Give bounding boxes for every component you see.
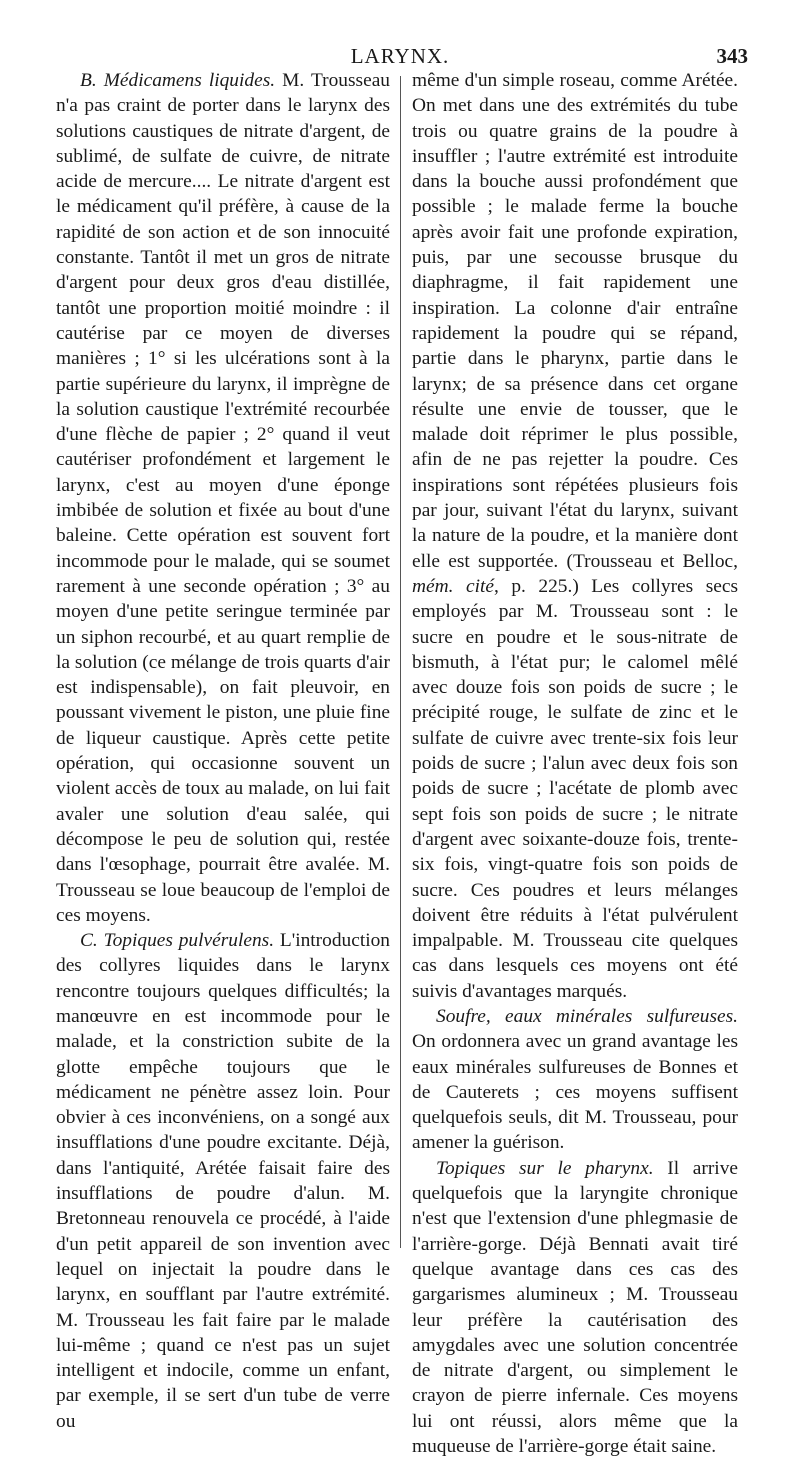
paragraph-text: On ordonnera avec un grand avantage les eaux minérales sulfureuses de Bonnes et de Cauterets ; ces moyens suffisent quelquefois seuls, dit M. Trousseau, pour amener la guérison. — [412, 1031, 738, 1154]
column-divider — [400, 76, 401, 1248]
paragraph-soufre — [412, 1004, 738, 1156]
running-title: LARYNX. — [350, 44, 450, 68]
section-heading: Topiques sur le pharynx. — [436, 1157, 654, 1179]
paragraph-text: L'introduction des collyres liquides dans le larynx rencontre toujours quelques difficultés; la manœuvre en est incommode pour le malade, et la constriction subite de la glotte empêche toujours que le médicament ne pénètre assez loin. Pour obvier à ces inconvéniens, on a songé aux insufflations d'une poudre excitante. Déjà, dans l'antiquité, Arétée faisait faire des insufflations de poudre d'alun. M. Bretonneau renouvela ce procédé, à l'aide d'un petit appareil de son invention avec lequel on injectait la poudre dans le larynx, en soufflant par l'autre extrémité. M. Trousseau les fait faire par le malade lui-même ; quand ce n'est pas un sujet intelligent et indocile, comme un enfant, par exemple, il se sert d'un tube de verre ou — [56, 930, 390, 1432]
paragraph-text: même d'un simple roseau, comme Arétée. On met dans une des extrémités du tube trois ou quatre grains de la poudre à insuffler ; l'autre extrémité est introduite dans la bouche aussi profondément que possible ; le malade ferme la bouche après avoir fait une profonde expiration, puis, par une secousse brusque du diaphragme, il fait rapidement une inspiration. La colonne d'air entraîne rapidement la poudre qui se répand, partie dans le pharynx, partie dans le larynx; de sa présence dans cet organe résulte une envie de tousser, que le malade doit réprimer le plus possible, afin de ne pas rejetter la poudre. Ces inspirations sont répétées plusieurs fois par jour, suivant l'état du larynx, suivant la nature de la poudre, et la manière dont elle est supportée. (Trousseau et Belloc, — [412, 70, 738, 572]
section-heading: C. Topiques pulvérulens. — [80, 930, 275, 952]
right-column — [412, 68, 738, 1459]
paragraph-text: M. Trousseau n'a pas craint de porter dans le larynx des solutions caustiques de nitrate d'argent, de sublimé, de sulfate de cuivre, de nitrate acide de mercure.... Le nitrate d'argent est le médicament qu'il préfère, à cause de la rapidité de son action et de son innocuité constante. Tantôt il met un gros de nitrate d'argent pour deux gros d'eau distillée, tantôt une proportion moitié moindre : il cautérise par ce moyen de diverses manières ; 1° si les ulcérations sont à la partie supérieure du larynx, il imprègne de la solution caustique l'extrémité recourbée d'une flèche de papier ; 2° quand il veut cautériser profondément et largement le larynx, c'est au moyen d'une éponge imbibée de solution et fixée au bout d'une baleine. Cette opération est souvent fort incommode pour le malade, qui se soumet rarement à une seconde opération ; 3° au moyen d'une petite seringue terminée par un siphon recourbé, et au quart remplie de la solution (ce mélange de trois quarts d'air est indispensable), on fait pleuvoir, en poussant vivement le piston, une pluie fine de liqueur caustique. Après cette petite opération, qui occasionne souvent un violent accès de toux au malade, on lui fait avaler une solution d'eau salée, qui décompose le peu de solution qui, restée dans l'œsophage, pourrait être avalée. M. Trousseau se loue beaucoup de l'emploi de ces moyens. — [56, 70, 390, 926]
paragraph-continued — [412, 68, 738, 1004]
paragraph-text: , p. 225.) Les collyres secs employés par M. Trousseau sont : le sucre en poudre et le sous-nitrate de bismuth, à l'état pur; le calomel mêlé avec douze fois son poids de sucre ; le précipité rouge, le sulfate de zinc et le sulfate de cuivre avec trente-six fois leur poids de sucre ; l'alun avec deux fois son poids de sucre ; l'acétate de plomb avec sept fois son poids de sucre ; le nitrate d'argent avec soixante-douze fois, trente-six fois, vingt-quatre fois son poids de sucre. Ces poudres et leurs mélanges doivent être réduits à l'état pulvérulent impalpable. M. Trousseau cite quelques cas dans lesquels ces moyens ont été suivis d'avantages marqués. — [412, 575, 738, 1002]
paragraph-topiques-pulverulens — [56, 928, 390, 1434]
page-number: 343 — [716, 44, 748, 68]
citation: mém. cité — [412, 575, 494, 597]
section-heading: B. Médicamens liquides. — [80, 70, 276, 91]
paragraph-text: Il arrive quelquefois que la laryngite chronique n'est que l'extension d'une phlegmasie de l'arrière-gorge. Déjà Bennati avait tiré quelque avantage dans ces cas des gargarismes alumineux ; M. Trousseau leur préfère la cautérisation des amygdales avec une solution concentrée de nitrate d'argent, ou simplement le crayon de pierre infernale. Ces moyens lui ont réussi, alors même que la muqueuse de l'arrière-gorge était saine. — [412, 1157, 738, 1458]
left-column — [56, 68, 390, 1434]
paragraph-topiques-pharynx — [412, 1156, 738, 1459]
section-heading: Soufre, eaux minérales sulfureuses. — [436, 1005, 738, 1027]
paragraph-medicamens-liquides — [56, 68, 390, 928]
